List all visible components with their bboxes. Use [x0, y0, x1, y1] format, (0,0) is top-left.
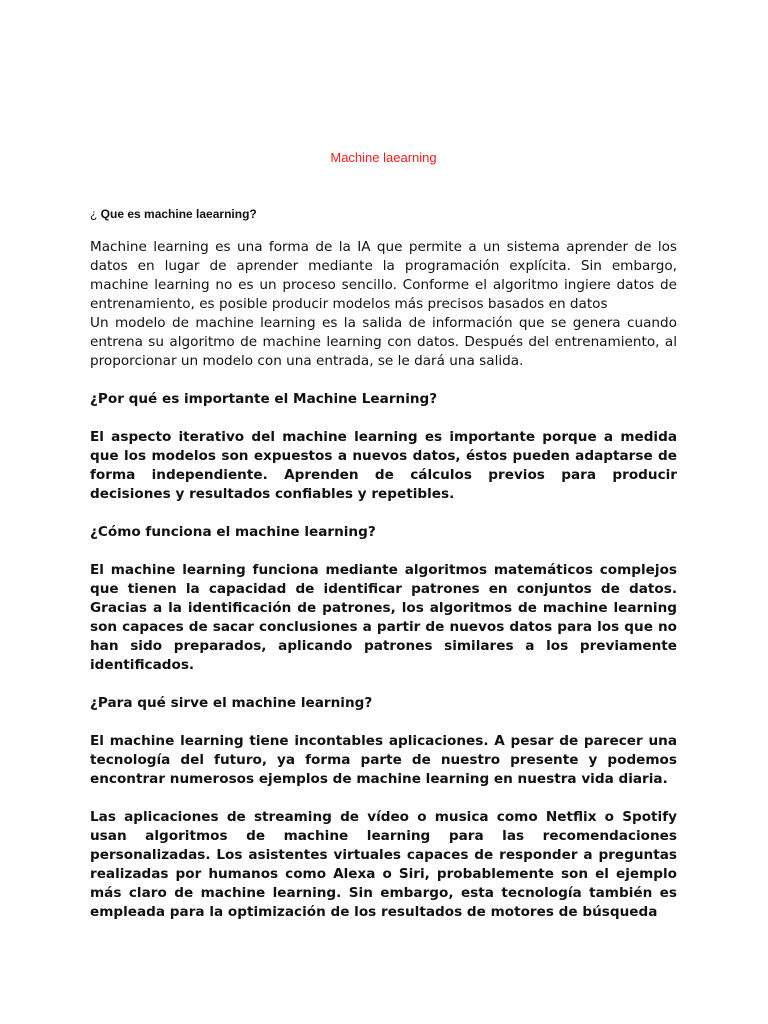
heading-how-it-works: ¿Cómo funciona el machine learning? — [90, 524, 376, 540]
spacer — [90, 675, 677, 694]
spacer — [90, 409, 677, 428]
document-title: Machine laearning — [330, 150, 437, 165]
spacer — [90, 789, 677, 808]
paragraph-examples: Las aplicaciones de streaming de vídeo o musica como Netflix o Spotify usan algoritmos de machine learning para las recomendaciones personalizadas. Los asistentes virtuales capaces de responder a preguntas realizadas por humanos como Alexa o Siri, probablemente son el ejemplo más claro de machine learning. Sin embargo, esta tecnología también es empleada para la optimización de los resultados de motores de búsqueda — [90, 809, 677, 920]
paragraph-uses: El machine learning tiene incontables aplicaciones. A pesar de parecer una tecnología del futuro, ya forma parte de nuestro presente y podemos encontrar numerosos ejemplos de machine learning en nuestra vida diaria. — [90, 733, 677, 787]
spacer — [90, 371, 677, 390]
heading-importance: ¿Por qué es importante el Machine Learning? — [90, 391, 438, 407]
spacer — [90, 504, 677, 523]
question-what-is — [90, 206, 677, 222]
spacer — [90, 713, 677, 732]
paragraph-definition: Machine learning es una forma de la IA que permite a un sistema aprender de los datos en lugar de aprender mediante la programación explícita. Sin embargo, machine learning no es un proceso sencillo. Conforme el algoritmo ingiere datos de entrenamiento, es posible producir modelos más precisos basados en datos — [90, 239, 677, 312]
paragraph-how-it-works: El machine learning funciona mediante algoritmos matemáticos complejos que tienen la capacidad de identificar patrones en conjuntos de datos. Gracias a la identificación de patrones, los algoritmos de machine learning son capaces de sacar conclusiones a partir de nuevos datos para los que no han sido preparados, aplicando patrones similares a los previamente identificados. — [90, 562, 677, 673]
paragraph-importance: El aspecto iterativo del machine learning es importante porque a medida que los modelos son expuestos a nuevos datos, éstos pueden adaptarse de forma independiente. Aprenden de cálculos previos para producir decisiones y resultados confiables y repetibles. — [90, 429, 677, 502]
paragraph-model: Un modelo de machine learning es la salida de información que se genera cuando entrena su algoritmo de machine learning con datos. Después del entrenamiento, al proporcionar un modelo con una entrada, se le dará una salida. — [90, 315, 677, 369]
question-prefix: ¿ — [90, 207, 101, 221]
spacer — [90, 542, 677, 561]
question-what-is-text: Que es machine laearning? — [100, 207, 257, 221]
heading-uses: ¿Para qué sirve el machine learning? — [90, 695, 373, 711]
document-body — [90, 206, 677, 922]
